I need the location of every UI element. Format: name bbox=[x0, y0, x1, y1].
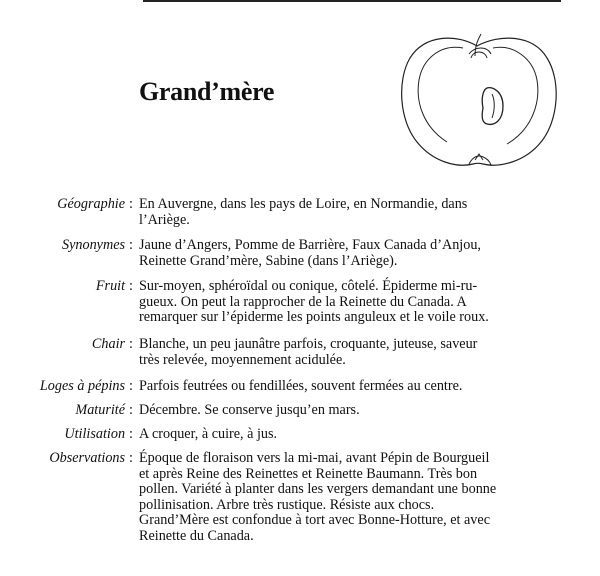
field-value bbox=[139, 451, 554, 545]
field-line: très relevée, moyennement acidulée. bbox=[139, 351, 346, 368]
field-line: pollinisation. Arbre très rustique. Résiste aux chocs. bbox=[139, 496, 435, 513]
apple-seed bbox=[492, 94, 494, 118]
field-line: A croquer, à cuire, à jus. bbox=[139, 426, 278, 442]
apple-cross-section-illustration bbox=[395, 28, 560, 178]
apple-outline bbox=[402, 38, 557, 165]
field-value bbox=[139, 427, 554, 443]
field-label: Maturité : bbox=[75, 402, 133, 418]
field-value bbox=[139, 379, 554, 395]
field-label: Chair : bbox=[91, 336, 133, 352]
apple-inner-contour bbox=[418, 47, 538, 144]
field-line: remarquer sur l’épiderme les points anguleux et le voile roux. bbox=[139, 309, 489, 326]
field-line: Reinette Grand’mère, Sabine (dans l’Ariège). bbox=[139, 252, 398, 269]
field-value bbox=[139, 197, 554, 228]
field-label: Fruit : bbox=[95, 278, 133, 294]
field-line: l’Ariège. bbox=[139, 211, 190, 228]
field-value bbox=[139, 238, 554, 269]
field-line: Époque de floraison vers la mi-mai, avant Pépin de Bourgueil bbox=[139, 450, 490, 466]
field-line: et après Reine des Reinettes et Reinette Baumann. Très bon bbox=[139, 465, 478, 482]
apple-stem-cavity bbox=[469, 34, 491, 58]
top-rule bbox=[143, 0, 561, 2]
field-line: Décembre. Se conserve jusqu’en mars. bbox=[139, 402, 360, 418]
field-label: Observations : bbox=[49, 450, 133, 466]
field-value bbox=[139, 337, 554, 368]
field-line: Reinette du Canada. bbox=[139, 527, 254, 544]
page-title: Grand’mère bbox=[139, 77, 275, 106]
field-line: Grand’Mère est confondue à tort avec Bonne-Hotture, et avec bbox=[139, 512, 490, 529]
apple-core bbox=[482, 88, 503, 125]
field-value bbox=[139, 279, 554, 326]
field-line: Jaune d’Angers, Pomme de Barrière, Faux Canada d’Anjou, bbox=[139, 237, 481, 253]
field-line: En Auvergne, dans les pays de Loire, en Normandie, dans bbox=[139, 196, 468, 212]
field-label: Géographie : bbox=[57, 196, 133, 212]
field-line: Blanche, un peu jaunâtre parfois, croquante, juteuse, saveur bbox=[139, 336, 478, 352]
field-line: Parfois feutrées ou fendillées, souvent fermées au centre. bbox=[139, 378, 463, 394]
field-label: Synonymes : bbox=[62, 237, 133, 253]
field-line: gueux. On peut la rapprocher de la Reinette du Canada. A bbox=[139, 293, 467, 310]
field-line: pollen. Variété à planter dans les vergers demandant une bonne bbox=[139, 481, 497, 498]
field-label: Utilisation : bbox=[64, 426, 133, 442]
field-line: Sur-moyen, sphéroïdal ou conique, côtelé. Épiderme mi-ru- bbox=[139, 278, 478, 294]
field-label: Loges à pépins : bbox=[39, 378, 133, 394]
field-value bbox=[139, 403, 554, 419]
